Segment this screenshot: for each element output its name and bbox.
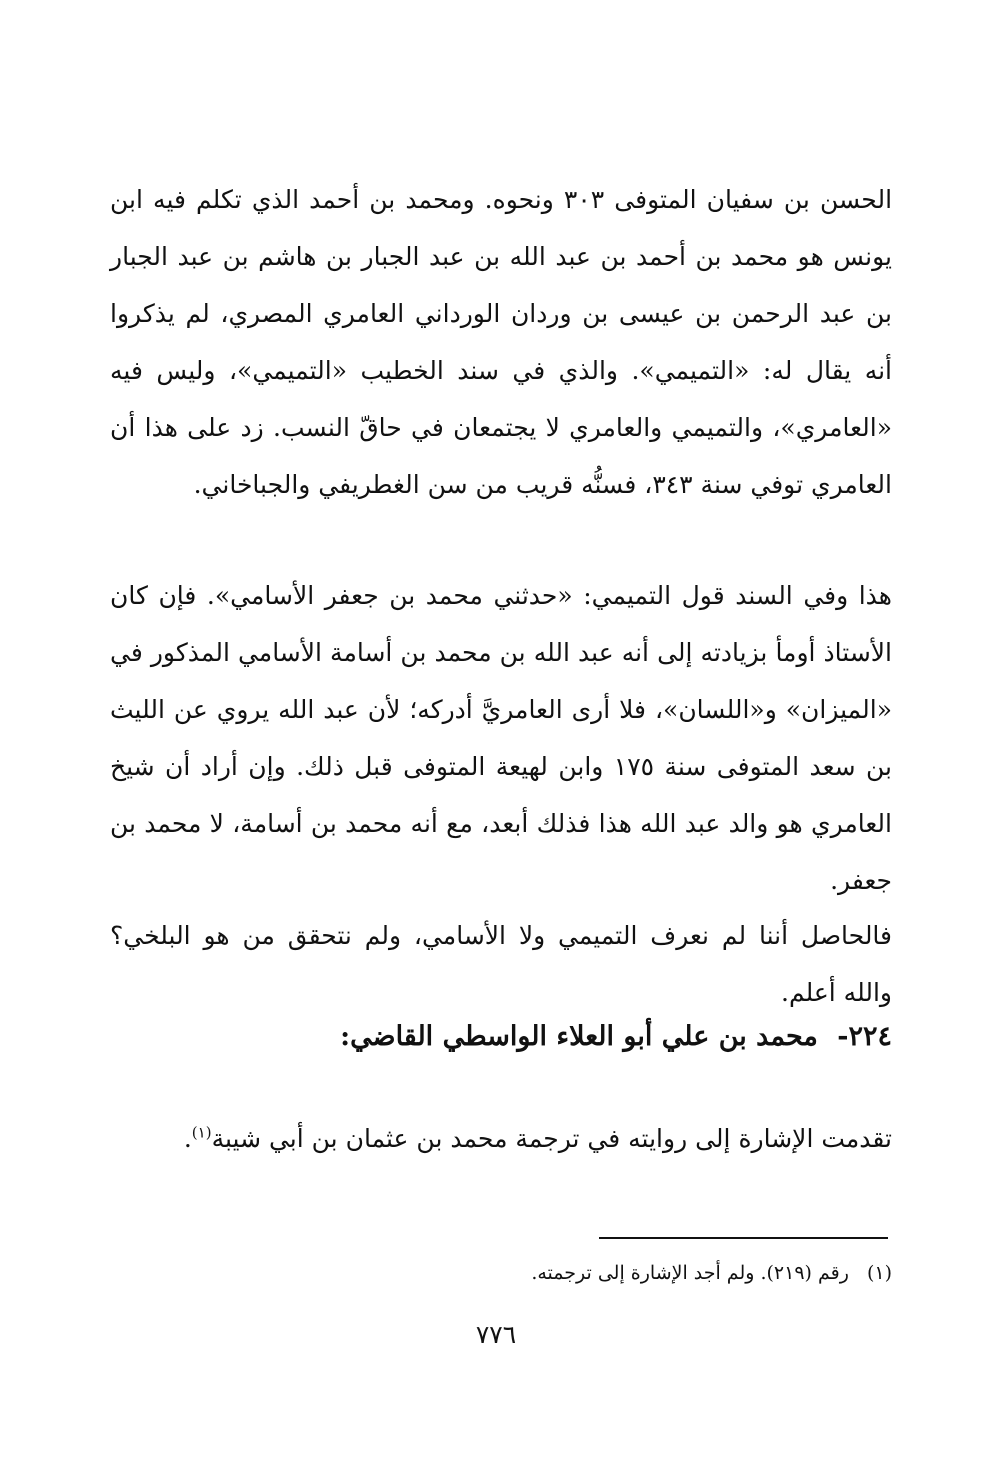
footnote-1 xyxy=(400,1255,892,1291)
entry-number: ٢٢٤- xyxy=(837,1021,892,1052)
paragraph-4-text: تقدمت الإشارة إلى روايته في ترجمة محمد بن عثمان بن أبي شيبة xyxy=(211,1124,892,1153)
footnote-text: رقم (٢١٩). ولم أجد الإشارة إلى ترجمته. xyxy=(531,1262,849,1284)
page-number: ٧٧٦ xyxy=(475,1320,517,1349)
paragraph-4-end: . xyxy=(183,1124,192,1153)
entry-title: محمد بن علي أبو العلاء الواسطي القاضي: xyxy=(340,1021,818,1052)
footnote-reference: (١) xyxy=(191,1123,212,1142)
footnote-divider xyxy=(599,1237,888,1239)
footnote-marker: (١) xyxy=(866,1262,892,1284)
paragraph-3: فالحاصل أننا لم نعرف التميمي ولا الأسامي، ولم نتحقق من هو البلخي؟ والله أعلم. xyxy=(110,921,892,1007)
entry-heading xyxy=(110,1008,892,1065)
paragraph-2: هذا وفي السند قول التميمي: «حدثني محمد بن جعفر الأسامي». فإن كان الأستاذ أومأ بزيادته إلى أنه عبد الله بن محمد بن أسامة الأسامي المذكور في «الميزان» و«اللسان»، فلا أرى العامريَّ أدركه؛ لأن عبد الله يروي عن الليث بن سعد المتوفى سنة ١٧٥ وابن لهيعة المتوفى قبل ذلك. وإن أراد أن شيخ العامري هو والد عبد الله هذا فذلك أبعد، مع أنه محمد بن أسامة، لا محمد بن جعفر. xyxy=(110,581,892,895)
paragraph-1: الحسن بن سفيان المتوفى ٣٠٣ ونحوه. ومحمد بن أحمد الذي تكلم فيه ابن يونس هو محمد بن أحمد بن عبد الله بن عبد الجبار بن هاشم بن عبد الجبار بن عبد الرحمن بن عيسى بن وردان الورداني العامري المصري، لم يذكروا أنه يقال له: «التميمي». والذي في سند الخطيب «التميمي»، وليس فيه «العامري»، والتميمي والعامري لا يجتمعان في حاقّ النسب. زد على هذا أن العامري توفي سنة ٣٤٣، فسنُّه قريب من سن الغطريفي والجباخاني. xyxy=(110,185,893,499)
paragraph-4 xyxy=(110,1110,892,1167)
